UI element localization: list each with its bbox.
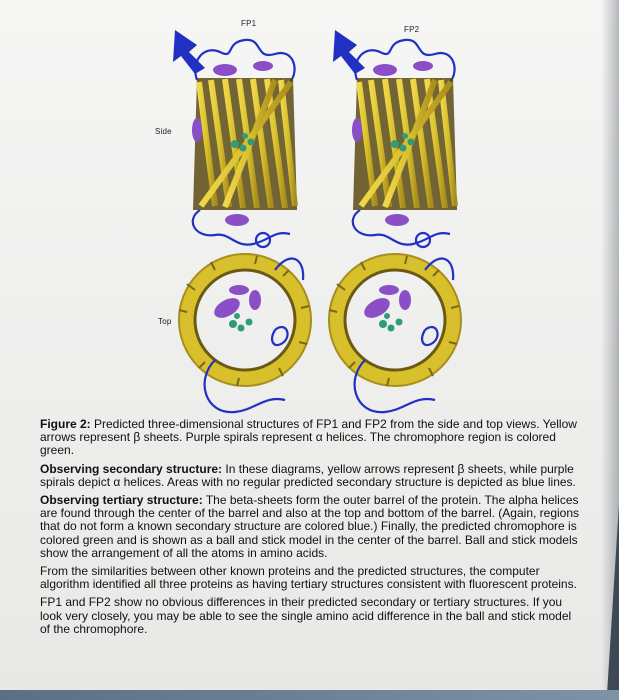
fp1-side-structure — [173, 30, 297, 247]
label-fp2: FP2 — [404, 25, 420, 34]
secondary-text: In these diagrams, yellow arrows represent β sheets, while purple spirals depict α helices. Areas with no regular predicted secondary structure is depicted as blue lines. — [40, 461, 576, 489]
label-top: Top — [158, 317, 172, 326]
fp2-top-structure — [329, 254, 461, 412]
label-fp1: FP1 — [241, 19, 257, 28]
figure-description: Predicted three-dimensional structures of FP1 and FP2 from the side and top views. Yellow arrows represent β sheets. Purple spirals represent α helices. The chromophore region is colored green. — [40, 417, 577, 458]
background-strip — [0, 690, 619, 700]
differences-paragraph: FP1 and FP2 show no obvious differences in their predicted secondary or tertiary structures. If you look very closely, you may be able to see the single amino acid difference in the ball and stick model of the chromophore. — [40, 595, 572, 636]
secondary-structure-paragraph — [40, 463, 580, 489]
tertiary-heading: Observing tertiary structure: — [40, 493, 203, 508]
fp1-top-structure — [179, 254, 311, 412]
similarities-paragraph: From the similarities between other known proteins and the predicted structures, the computer algorithm identified all three proteins as having tertiary structures consistent with fluorescent proteins. — [40, 564, 577, 592]
tertiary-text: The beta-sheets form the outer barrel of the protein. The alpha helices are found through the center of the barrel and also at the top and bottom of the barrel. (Again, regions that do not form a known secondary structure are colored blue.) Finally, the predicted chromophore is colored green and is shown as a ball and stick model in the center of the barrel. Ball and stick models show the arrangement of all the atoms in amino acids. — [40, 493, 580, 560]
secondary-heading: Observing secondary structure: — [40, 461, 223, 476]
tertiary-structure-paragraph — [40, 494, 580, 560]
figure-label: Figure 2: — [40, 417, 91, 431]
label-side: Side — [155, 127, 172, 136]
figure-caption-text — [40, 418, 580, 641]
figure-caption — [40, 418, 580, 458]
fp2-side-structure — [333, 30, 457, 247]
